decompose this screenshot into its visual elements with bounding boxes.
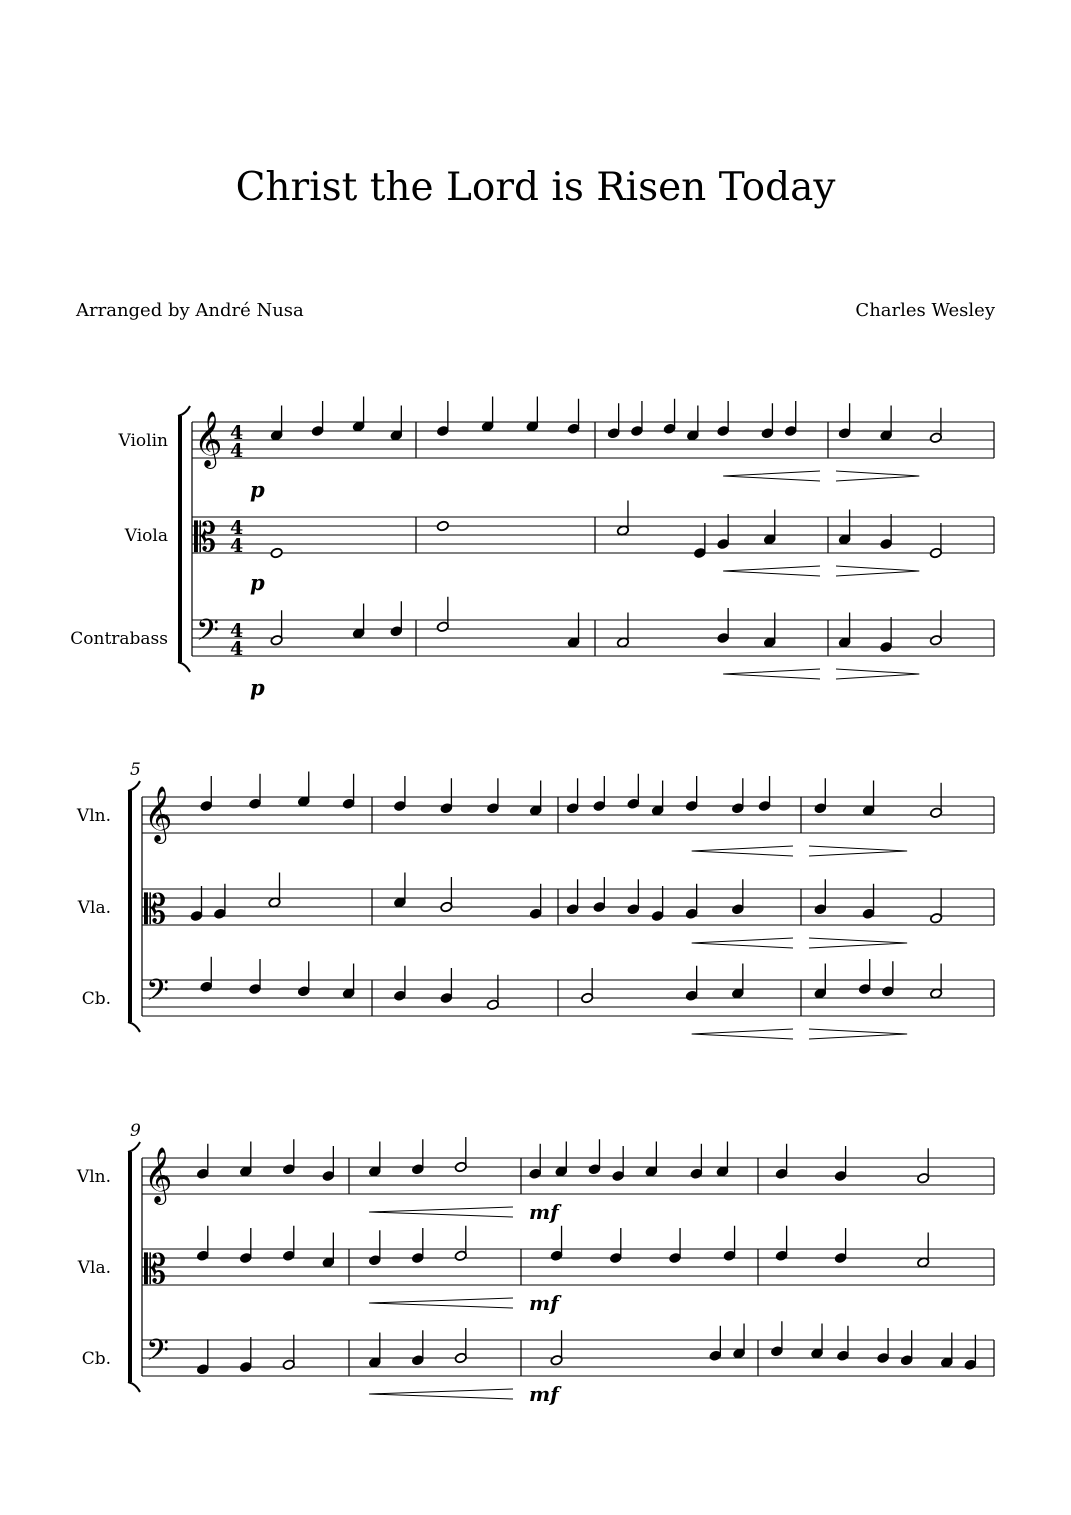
dynamic-marking: mf <box>529 1291 559 1315</box>
alto-clef-icon: 𝄡 <box>144 887 167 933</box>
treble-clef-icon: 𝄞 <box>144 1147 173 1203</box>
bracket-bottom <box>128 1382 140 1392</box>
arranger-credit: Arranged by André Nusa <box>76 300 304 321</box>
decrescendo-hairpin <box>809 846 907 856</box>
instrument-label: Vla. <box>77 898 111 918</box>
dynamic-marking: p <box>250 675 265 700</box>
dynamic-marking: p <box>250 477 265 502</box>
time-signature-numerator: 4 <box>230 422 244 444</box>
instrument-label: Cb. <box>81 1349 111 1369</box>
system-bracket <box>128 791 132 1022</box>
note-head <box>436 520 449 531</box>
bracket-bottom <box>178 662 190 672</box>
note-head <box>270 547 283 558</box>
time-signature-denominator: 4 <box>230 535 244 557</box>
alto-clef-icon: 𝄡 <box>194 515 217 561</box>
crescendo-hairpin <box>723 669 820 679</box>
score-title: Christ the Lord is Risen Today <box>235 165 836 210</box>
instrument-label: Vla. <box>77 1258 111 1278</box>
crescendo-hairpin <box>723 566 820 576</box>
bass-clef-icon: 𝄢 <box>146 974 170 1015</box>
measure-number: 5 <box>130 760 141 780</box>
system-bracket <box>128 1152 132 1382</box>
measure-number: 9 <box>130 1121 141 1141</box>
bracket-top <box>128 1142 140 1152</box>
crescendo-hairpin <box>369 1298 513 1308</box>
crescendo-hairpin <box>692 1029 793 1039</box>
instrument-label: Vln. <box>76 806 111 826</box>
instrument-label: Vln. <box>76 1167 111 1187</box>
composer-credit: Charles Wesley <box>855 300 995 321</box>
decrescendo-hairpin <box>836 566 919 576</box>
bass-clef-icon: 𝄢 <box>146 1334 170 1375</box>
bass-clef-icon: 𝄢 <box>196 614 220 655</box>
crescendo-hairpin <box>692 846 793 856</box>
instrument-label: Viola <box>124 526 168 546</box>
dynamic-marking: mf <box>529 1382 559 1406</box>
decrescendo-hairpin <box>836 471 919 481</box>
decrescendo-hairpin <box>836 669 919 679</box>
instrument-label: Violin <box>118 431 168 451</box>
bracket-top <box>128 781 140 791</box>
time-signature-numerator: 4 <box>230 517 244 539</box>
system-bracket <box>178 416 182 662</box>
time-signature-denominator: 4 <box>230 440 244 462</box>
treble-clef-icon: 𝄞 <box>194 411 223 467</box>
crescendo-hairpin <box>369 1389 513 1399</box>
alto-clef-icon: 𝄡 <box>144 1247 167 1293</box>
decrescendo-hairpin <box>809 938 907 948</box>
time-signature-numerator: 4 <box>230 620 244 642</box>
bracket-bottom <box>128 1022 140 1032</box>
crescendo-hairpin <box>369 1207 513 1217</box>
time-signature-denominator: 4 <box>230 638 244 660</box>
treble-clef-icon: 𝄞 <box>144 786 173 842</box>
crescendo-hairpin <box>723 471 820 481</box>
bracket-top <box>178 406 190 416</box>
crescendo-hairpin <box>692 938 793 948</box>
decrescendo-hairpin <box>809 1029 907 1039</box>
dynamic-marking: p <box>250 570 265 595</box>
dynamic-marking: mf <box>529 1200 559 1224</box>
instrument-label: Cb. <box>81 989 111 1009</box>
instrument-label: Contrabass <box>70 629 168 649</box>
